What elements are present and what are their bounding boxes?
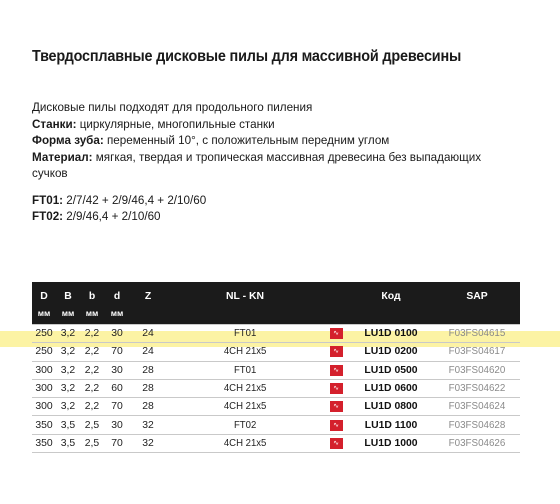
ft01-label: FT01:: [32, 193, 64, 207]
cell-bore: 30: [104, 416, 130, 434]
ft02-value: 2/9/46,4 + 2/10/60: [63, 209, 161, 223]
description-machines: [32, 116, 493, 133]
cell-bore: 60: [104, 379, 130, 397]
cell-code: LU1D 0500: [348, 361, 434, 379]
cell-d: 300: [32, 379, 56, 397]
nl-kn-text: FT01: [233, 364, 257, 376]
cell-b-upper: 3,2: [56, 398, 80, 416]
machines-value: циркулярные, многопильные станки: [76, 116, 275, 131]
cell-bore: 70: [104, 398, 130, 416]
nl-kn-text: FT02: [233, 419, 257, 431]
header-b-upper: B: [56, 282, 80, 306]
cell-d: 350: [32, 416, 56, 434]
table-units-row: [32, 306, 520, 325]
header-d: D: [32, 282, 56, 306]
unit-b-lower: мм: [80, 306, 104, 325]
cell-logo: [324, 343, 348, 361]
cell-nl-kn: [166, 325, 324, 343]
cell-z: 28: [130, 379, 166, 397]
table-row: [32, 361, 520, 379]
cell-bore: 30: [104, 361, 130, 379]
tooth-label: Форма зуба:: [32, 133, 104, 148]
cell-sap: F03FS04620: [434, 361, 520, 379]
cell-nl-kn: [166, 416, 324, 434]
tooth-formulas: [32, 192, 217, 224]
cell-z: 28: [130, 398, 166, 416]
cell-b-upper: 3,2: [56, 379, 80, 397]
cell-bore: 70: [104, 343, 130, 361]
cell-b-lower: 2,5: [80, 434, 104, 452]
cell-z: 24: [130, 325, 166, 343]
cell-sap: F03FS04626: [434, 434, 520, 452]
cell-d: 350: [32, 434, 56, 452]
header-logo: [324, 282, 348, 306]
cell-b-upper: 3,2: [56, 343, 80, 361]
description-intro: Дисковые пилы подходят для продольного пиления: [32, 100, 313, 114]
cell-code: LU1D 0800: [348, 398, 434, 416]
saw-blade-brand-icon: ∿: [330, 328, 343, 339]
cell-logo: [324, 416, 348, 434]
cell-nl-kn: [166, 434, 324, 452]
unit-nl-kn: [166, 306, 324, 325]
ft02-line: [32, 208, 206, 224]
nl-kn-text: 4CH 21x5: [223, 346, 267, 358]
description-material: [32, 149, 493, 166]
material-label: Материал:: [32, 149, 93, 164]
unit-logo: [324, 306, 348, 325]
cell-b-upper: 3,2: [56, 325, 80, 343]
machines-label: Станки:: [32, 116, 77, 131]
cell-code: LU1D 0200: [348, 343, 434, 361]
cell-b-lower: 2,5: [80, 416, 104, 434]
cell-b-lower: 2,2: [80, 361, 104, 379]
ft01-line: [32, 192, 206, 208]
table-row: [32, 379, 520, 397]
cell-d: 250: [32, 325, 56, 343]
description: [32, 99, 522, 182]
nl-kn-text: 4CH 21x5: [223, 401, 267, 413]
cell-z: 32: [130, 434, 166, 452]
header-bore: d: [104, 282, 130, 306]
tooth-value: переменный 10°, с положительным передним углом: [103, 133, 390, 148]
table-row: [32, 325, 520, 343]
cell-logo: [324, 398, 348, 416]
cell-z: 32: [130, 416, 166, 434]
ft02-label: FT02:: [32, 209, 64, 223]
cell-b-upper: 3,5: [56, 434, 80, 452]
unit-code: [348, 306, 434, 325]
cell-code: LU1D 1000: [348, 434, 434, 452]
cell-b-lower: 2,2: [80, 398, 104, 416]
cell-sap: F03FS04624: [434, 398, 520, 416]
cell-logo: [324, 434, 348, 452]
saw-blade-brand-icon: ∿: [330, 420, 343, 431]
table-header-row: [32, 282, 520, 306]
saw-blade-brand-icon: ∿: [330, 383, 343, 394]
header-sap: SAP: [434, 282, 520, 306]
description-material-cont: сучков: [32, 166, 68, 181]
table-row: [32, 343, 520, 361]
header-code: Код: [348, 282, 434, 306]
cell-logo: [324, 325, 348, 343]
cell-b-lower: 2,2: [80, 379, 104, 397]
unit-sap: [434, 306, 520, 325]
ft01-value: 2/7/42 + 2/9/46,4 + 2/10/60: [63, 193, 207, 207]
cell-z: 24: [130, 343, 166, 361]
unit-b-upper: мм: [56, 306, 80, 325]
saw-blade-brand-icon: ∿: [330, 346, 343, 357]
cell-d: 250: [32, 343, 56, 361]
page-title: Твердосплавные дисковые пилы для массивной древесины: [32, 48, 462, 65]
cell-code: LU1D 0100: [348, 325, 434, 343]
unit-bore: мм: [104, 306, 130, 325]
cell-bore: 30: [104, 325, 130, 343]
cell-code: LU1D 0600: [348, 379, 434, 397]
header-z: Z: [130, 282, 166, 306]
cell-sap: F03FS04615: [434, 325, 520, 343]
header-nl-kn: NL - KN: [166, 282, 324, 306]
table-row: [32, 416, 520, 434]
cell-b-upper: 3,2: [56, 361, 80, 379]
cell-logo: [324, 361, 348, 379]
header-b-lower: b: [80, 282, 104, 306]
cell-nl-kn: [166, 343, 324, 361]
table-row: [32, 398, 520, 416]
cell-d: 300: [32, 398, 56, 416]
cell-b-lower: 2,2: [80, 343, 104, 361]
unit-d: мм: [32, 306, 56, 325]
saw-blade-brand-icon: ∿: [330, 438, 343, 449]
cell-sap: F03FS04622: [434, 379, 520, 397]
cell-nl-kn: [166, 361, 324, 379]
cell-b-lower: 2,2: [80, 325, 104, 343]
material-value: мягкая, твердая и тропическая массивная древесина без выпадающих: [92, 149, 482, 164]
nl-kn-text: FT01: [233, 328, 257, 340]
saw-blade-brand-icon: ∿: [330, 365, 343, 376]
cell-sap: F03FS04617: [434, 343, 520, 361]
cell-nl-kn: [166, 398, 324, 416]
cell-code: LU1D 1100: [348, 416, 434, 434]
product-table: [32, 282, 520, 453]
table-row: [32, 434, 520, 452]
cell-nl-kn: [166, 379, 324, 397]
cell-d: 300: [32, 361, 56, 379]
nl-kn-text: 4CH 21x5: [223, 437, 267, 449]
cell-logo: [324, 379, 348, 397]
cell-b-upper: 3,5: [56, 416, 80, 434]
cell-sap: F03FS04628: [434, 416, 520, 434]
description-tooth: [32, 132, 493, 149]
cell-bore: 70: [104, 434, 130, 452]
unit-z: [130, 306, 166, 325]
nl-kn-text: 4CH 21x5: [223, 383, 267, 395]
saw-blade-brand-icon: ∿: [330, 401, 343, 412]
cell-z: 28: [130, 361, 166, 379]
